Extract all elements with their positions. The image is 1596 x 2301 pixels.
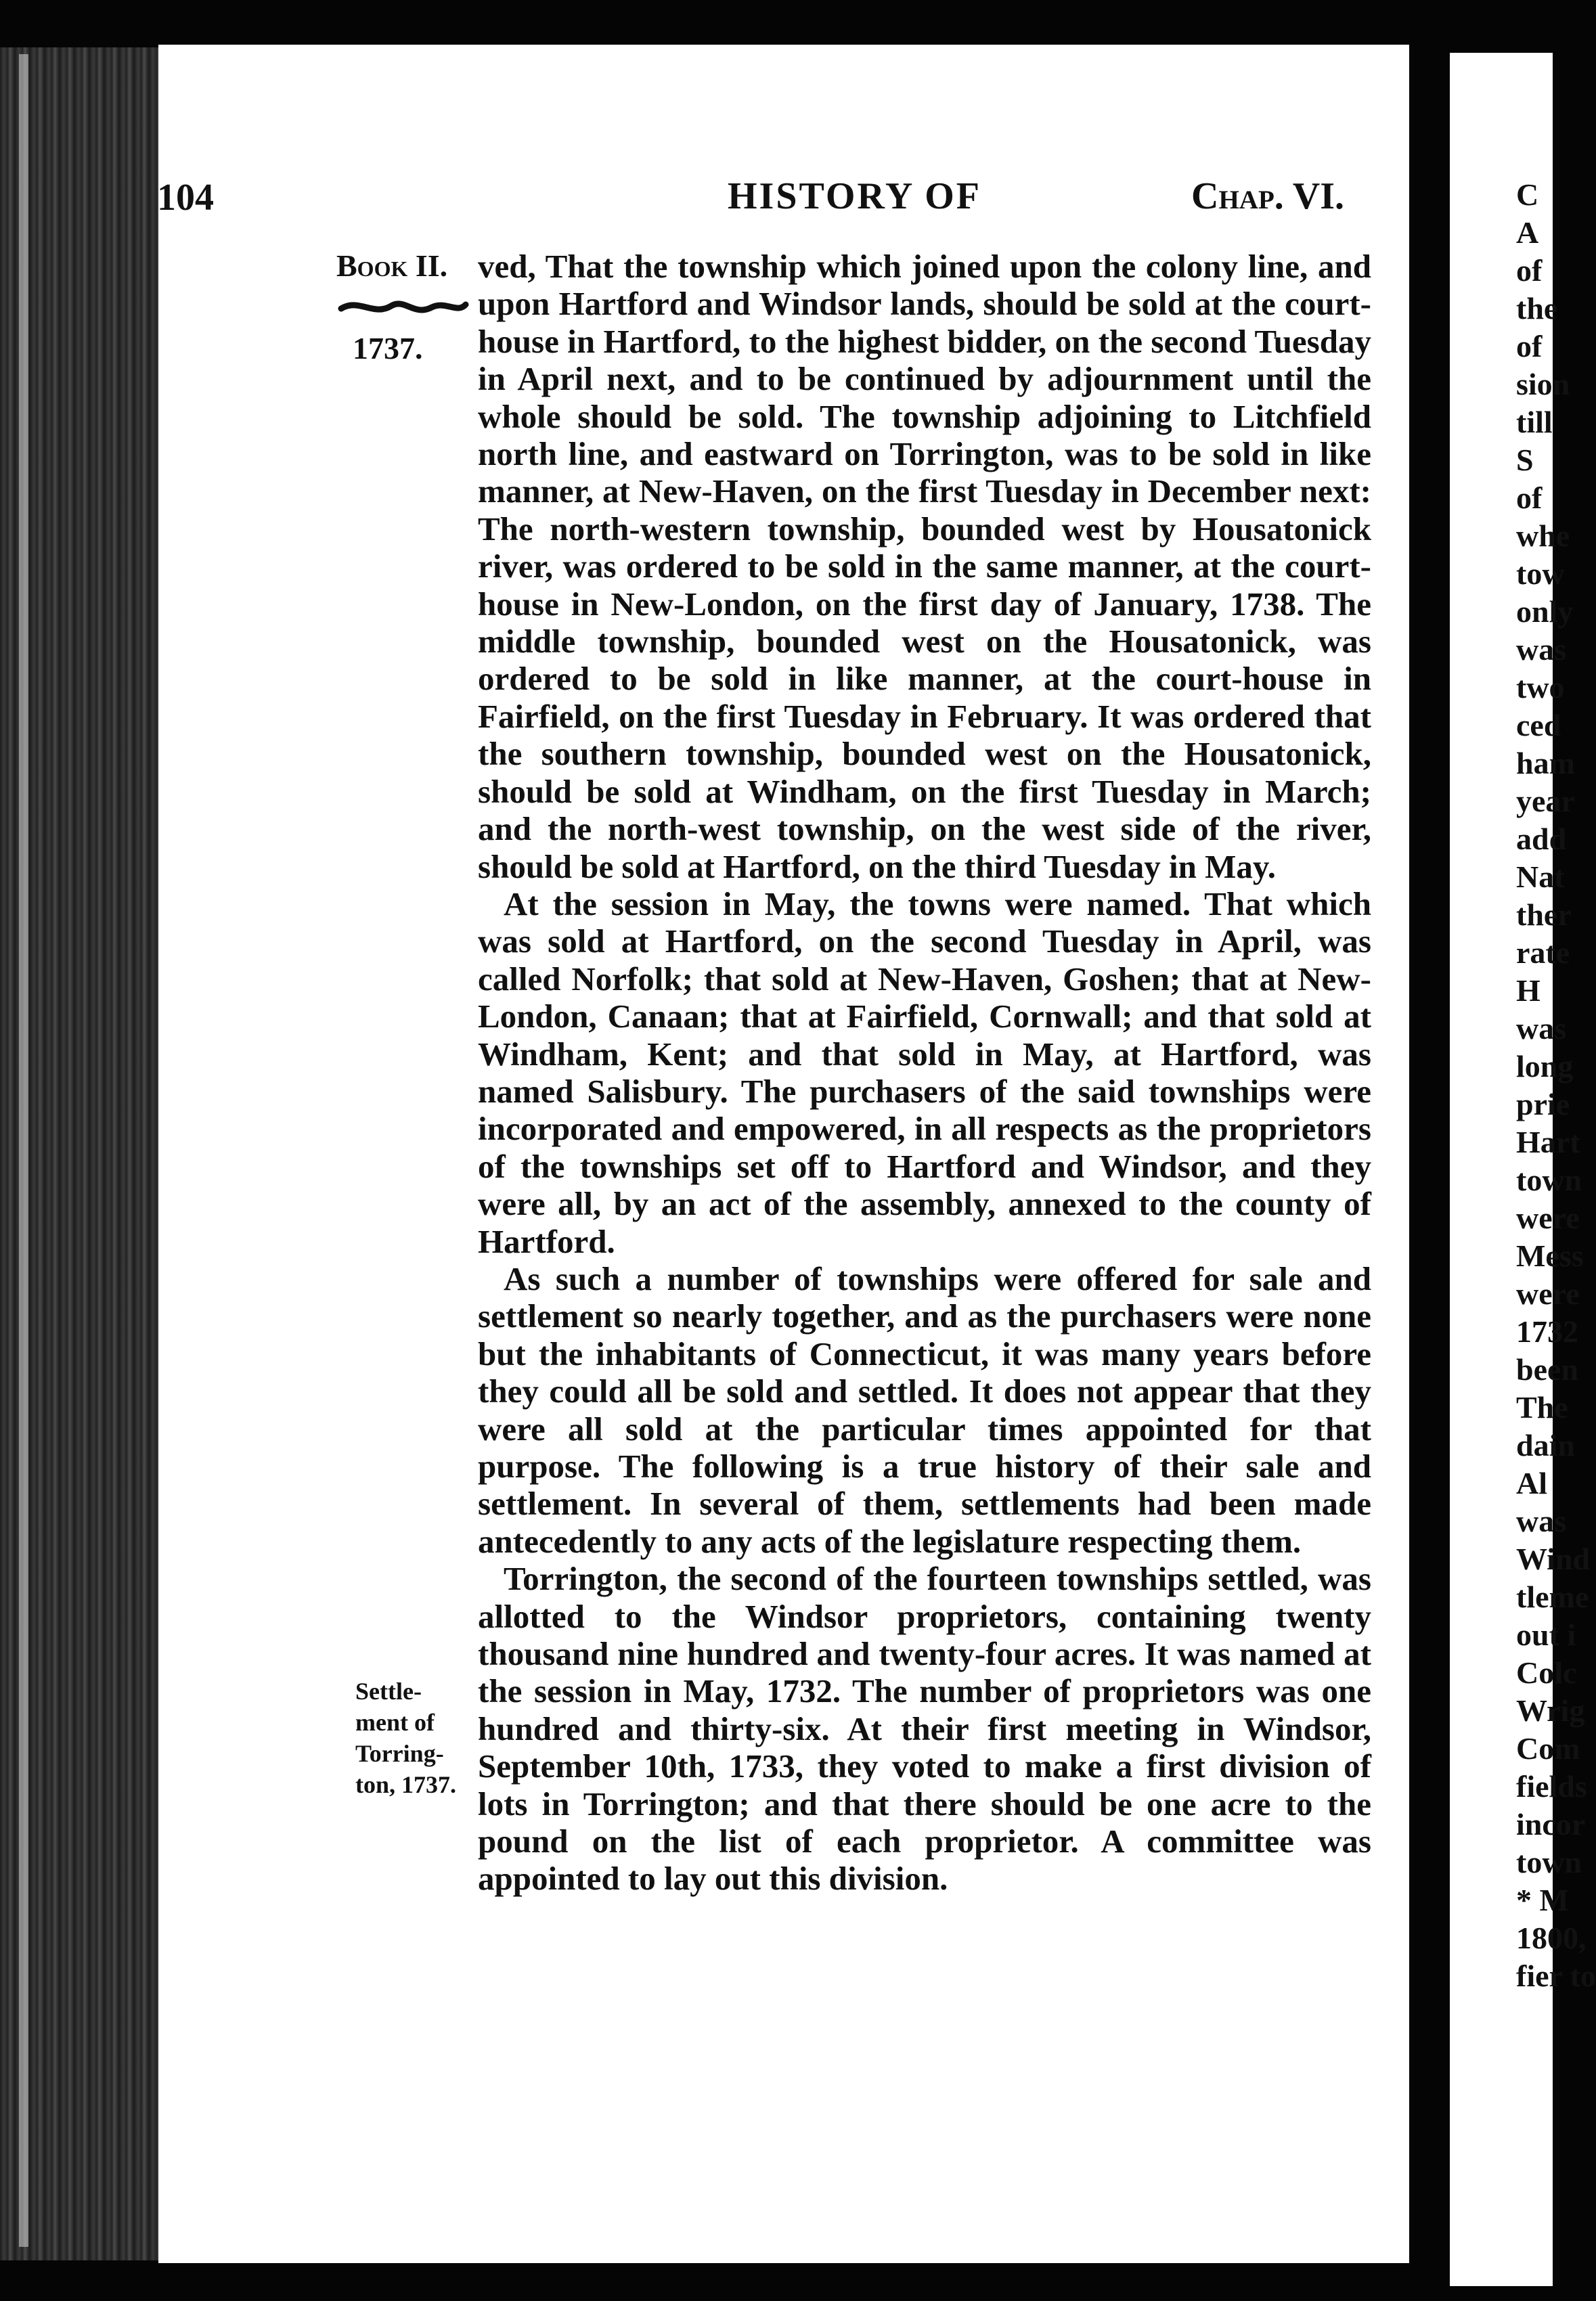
adjacent-page-line: add: [1516, 822, 1567, 856]
adjacent-page-line: Nat: [1516, 859, 1565, 894]
adjacent-page-line: 1800,: [1516, 1921, 1587, 1955]
adjacent-page-line: only: [1516, 594, 1574, 629]
adjacent-page-line: of: [1516, 481, 1543, 515]
adjacent-page-line: sion: [1516, 367, 1570, 401]
adjacent-page-line: year: [1516, 784, 1575, 818]
adjacent-page-line: was: [1516, 1504, 1567, 1538]
adjacent-page-line: tow: [1516, 556, 1565, 591]
paragraph: At the session in May, the towns were named. That which was sold at Hartford, on the second Tuesday in April, was called Norfolk; that sold at New-Haven, Goshen; that at New-London, Canaan; that at Fairfield, Cornwall; and that sold at Windham, Kent; and that sold in May, at Hartford, was named Salisbury. The purchasers of the said townships were incorporated and empowered, in all respects as the proprietors of the townships set off to Hartford and Windsor, and they were all, by an act of the assembly, annexed to the county of Hartford.: [478, 885, 1371, 1260]
adjacent-page-line: Wind: [1516, 1542, 1591, 1576]
chapter-heading: Chap. VI.: [1191, 175, 1344, 217]
paragraph: Torrington, the second of the fourteen townships settled, was allotted to the Windsor proprietors, containing twenty thousand nine hundred and twenty-four acres. It was named at the session in May, 1732. The number of proprietors was one hundred and thirty-six. At their first meeting in Windsor, September 10th, 1733, they voted to make a first division of lots in Torrington; and that there should be one acre to the pound on the list of each proprietor. A committee was appointed to lay out this division.: [478, 1560, 1371, 1898]
adjacent-page-line: Mess: [1516, 1238, 1584, 1273]
adjacent-page-line: H: [1516, 973, 1540, 1008]
adjacent-page-line: been: [1516, 1352, 1578, 1387]
adjacent-page-line: whe: [1516, 518, 1570, 553]
sidenote-line: Settle-: [355, 1678, 422, 1705]
adjacent-page-line: S: [1516, 443, 1534, 477]
adjacent-page-line: tleme: [1516, 1580, 1589, 1614]
running-head: HISTORY OF: [728, 175, 981, 217]
margin-book-label: Book II.: [336, 248, 448, 283]
paragraph: ved, That the township which joined upon the colony line, and upon Hartford and Windsor lands, should be sold at the court-house in Hartford, to the highest bidder, on the second Tuesday in April next, and to be continued by adjournment until the whole should be sold. The township adjoining to Litchfield north line, and eastward on Torrington, was to be sold in like manner, at New-Haven, on the first Tuesday in December next: The north-western township, bounded west by Housatonick river, was ordered to be sold in the same manner, at the court-house in New-London, on the first day of January, 1738. The middle township, bounded west on the Housatonick, was ordered to be sold in like manner, at the court-house in Fairfield, on the first Tuesday in February. It was ordered that the southern township, bounded west on the Housatonick, should be sold at Windham, on the first Tuesday in March; and the north-west township, on the west side of the river, should be sold at Hartford, on the third Tuesday in May.: [478, 248, 1371, 885]
adjacent-page-line: Al: [1516, 1466, 1547, 1500]
adjacent-page-line: till: [1516, 405, 1553, 439]
page-number: 104: [157, 177, 214, 219]
adjacent-page-line: were: [1516, 1201, 1580, 1235]
adjacent-page-line: ced: [1516, 708, 1561, 742]
adjacent-page-line: dain: [1516, 1428, 1575, 1462]
adjacent-page-line: fields: [1516, 1769, 1587, 1804]
adjacent-page-line: The: [1516, 1390, 1568, 1425]
sidenote: [355, 1676, 484, 1800]
adjacent-page-line: long: [1516, 1049, 1574, 1084]
adjacent-page-line: Com: [1516, 1731, 1580, 1766]
adjacent-page-line: two: [1516, 670, 1565, 705]
adjacent-page-line: A: [1516, 215, 1539, 250]
adjacent-page-line: were: [1516, 1276, 1580, 1311]
adjacent-page-line: was: [1516, 632, 1567, 667]
spine-edge: [19, 54, 28, 2247]
adjacent-page-line: * M: [1516, 1883, 1569, 1917]
adjacent-page-line: incor: [1516, 1807, 1586, 1841]
adjacent-page-line: of: [1516, 253, 1543, 288]
sidenote-line: Torring-: [355, 1740, 444, 1767]
ornament-flourish-icon: [338, 294, 468, 321]
paragraph: As such a number of townships were offered for sale and settlement so nearly together, and as the purchasers were none but the inhabitants of Connecticut, it was many years before they could all be sold and settled. It does not appear that they were all sold at the particular times appointed for that purpose. The following is a true history of their sale and settlement. In several of them, settlements had been made antecedently to any acts of the legislature respecting them.: [478, 1259, 1371, 1560]
adjacent-page-line: Hart: [1516, 1125, 1580, 1159]
adjacent-page-line: the: [1516, 291, 1558, 326]
adjacent-page-line: Colc: [1516, 1655, 1577, 1690]
adjacent-page-line: C: [1516, 177, 1539, 212]
adjacent-page-line: 1732: [1516, 1314, 1578, 1349]
body-text: [478, 248, 1371, 1898]
adjacent-page-text: [1516, 176, 1596, 1995]
adjacent-page-line: rate: [1516, 935, 1570, 970]
sidenote-line: ment of: [355, 1709, 435, 1736]
adjacent-page-line: fier to: [1516, 1959, 1596, 1993]
adjacent-page-line: town: [1516, 1845, 1582, 1879]
margin-year: 1737.: [353, 331, 423, 365]
adjacent-page-line: town: [1516, 1163, 1582, 1197]
sidenote-line: ton, 1737.: [355, 1771, 457, 1798]
adjacent-page-line: of: [1516, 329, 1543, 363]
adjacent-page-line: was: [1516, 1011, 1567, 1046]
adjacent-page-line: ther: [1516, 897, 1572, 932]
adjacent-page-line: prie: [1516, 1087, 1570, 1121]
adjacent-page-line: ham: [1516, 746, 1575, 780]
adjacent-page-line: out i: [1516, 1617, 1576, 1652]
adjacent-page-line: Wrig: [1516, 1693, 1585, 1728]
